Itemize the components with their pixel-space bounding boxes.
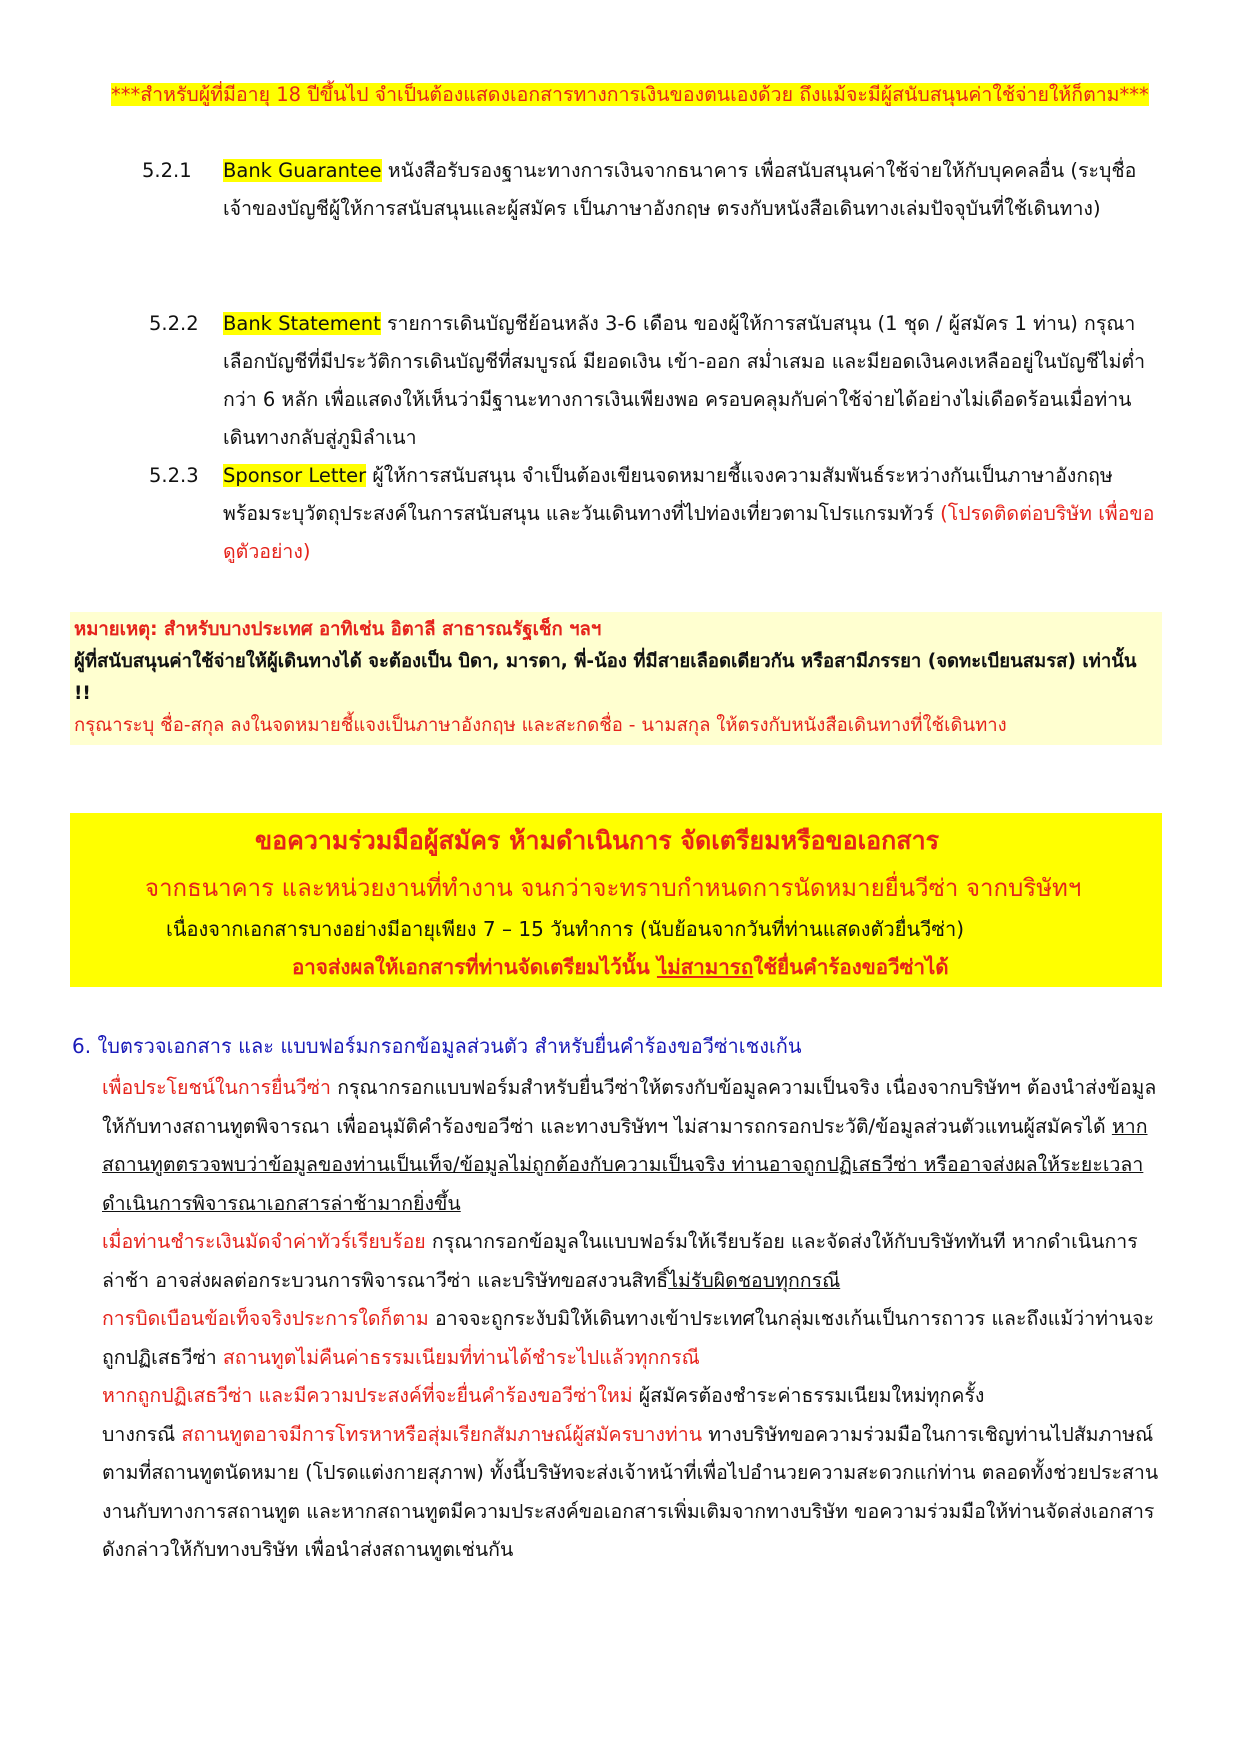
item-text: Bank Statement รายการเดินบัญชีย้อนหลัง 3-6 เดือน ของผู้ให้การสนับสนุน (1 ชุด / ผู้สมัคร 1 ท่าน) กรุณาเลือกบัญชีที่มีประวัติการเดินบัญชีที่สมบูรณ์ มียอดเงิน เข้า-ออก สม่ำเสมอ และมียอดเงินคงเหลืออยู่ในบัญชีไม่ต่ำกว่า 6 หลัก เพื่อแสดงให้เห็นว่ามีฐานะทางการเงินเพียงพอ ครอบคลุมกับค่าใช้จ่ายได้อย่างไม่เดือดร้อนเมื่อท่านเดินทางกลับสู่ภูมิลำเนา: [223, 312, 1146, 449]
paragraph-reapply: หากถูกปฏิเสธวีซ่า และมีความประสงค์ที่จะยื่นคำร้องขอวีซ่าใหม่ ผู้สมัครต้องชำระค่าธรรมเนียมใหม่ทุกครั้ง: [102, 1384, 985, 1407]
remark-title: หมายเหตุ: สำหรับบางประเทศ อาทิเช่น อิตาลี สาธารณรัฐเช็ก ฯลฯ: [74, 619, 602, 640]
warning-line-2: จากธนาคาร และหน่วยงานที่ทำงาน จนกว่าจะทราบกำหนดการนัดหมายยื่นวีซ่า จากบริษัทฯ: [145, 874, 1082, 902]
warning-headline: ขอความร่วมมือผู้สมัคร ห้ามดำเนินการ จัดเตรียมหรือขอเอกสาร: [255, 826, 940, 855]
remark-name-spelling: กรุณาระบุ ชื่อ-สกุล ลงในจดหมายชี้แจงเป็นภาษาอังกฤษ และสะกดชื่อ - นามสกุล ให้ตรงกับหนังสือเดินทางที่ใช้เดินทาง: [74, 715, 1007, 736]
item-text: Bank Guarantee หนังสือรับรองฐานะทางการเงินจากธนาคาร เพื่อสนับสนุนค่าใช้จ่ายให้กับบุคคลอื่น (ระบุชื่อเจ้าของบัญชีผู้ให้การสนับสนุนและผู้สมัคร เป็นภาษาอังกฤษ ตรงกับหนังสือเดินทางเล่มปัจจุบันที่ใช้เดินทาง): [223, 159, 1137, 220]
remark-sponsor-rule: ผู้ที่สนับสนุนค่าใช้จ่ายให้ผู้เดินทางได้ จะต้องเป็น บิดา, มารดา, พี่-น้อง ที่มีสายเลือดเดียวกัน หรือสามีภรรยา (จดทะเบียนสมรส) เท่านั้น !!: [74, 651, 1137, 704]
cooperation-warning-box: [70, 813, 1162, 987]
item-number: 5.2.3: [149, 464, 199, 487]
item-number: 5.2.2: [149, 312, 199, 335]
item-label: Sponsor Letter: [223, 464, 367, 487]
warning-line-4: อาจส่งผลให้เอกสารที่ท่านจัดเตรียมไว้นั้น ไม่สามารถใช้ยื่นคำร้องขอวีซ่าได้: [292, 955, 949, 979]
item-number: 5.2.1: [142, 159, 192, 182]
item-label: Bank Statement: [223, 312, 381, 335]
section-6-heading: 6. ใบตรวจเอกสาร และ แบบฟอร์มกรอกข้อมูลส่วนตัว สำหรับยื่นคำร้องขอวีซ่าเชงเก้น: [72, 1034, 802, 1058]
paragraph-false-info: การบิดเบือนข้อเท็จจริงประการใดก็ตาม อาจจะถูกระงับมิให้เดินทางเข้าประเทศในกลุ่มเชงเก้นเป็นการถาวร และถึงแม้ว่าท่านจะถูกปฏิเสธวีซ่า สถานทูตไม่คืนค่าธรรมเนียมที่ท่านได้ชำระไปแล้วทุกกรณี: [102, 1307, 1155, 1369]
remark-box: [70, 612, 1162, 745]
paragraph-interview: บางกรณี สถานทูตอาจมีการโทรหาหรือสุ่มเรียกสัมภาษณ์ผู้สมัครบางท่าน ทางบริษัทขอความร่วมมือในการเชิญท่านไปสัมภาษณ์ตามที่สถานทูตนัดหมาย (โปรดแต่งกายสุภาพ) ทั้งนี้บริษัทจะส่งเจ้าหน้าที่เพื่อไปอำนวยความสะดวกแก่ท่าน ตลอดทั้งช่วยประสานงานกับทางการสถานทูต และหากสถานทูตมีความประสงค์ขอเอกสารเพิ่มเติมจากทางบริษัท ขอความร่วมมือให้ท่านจัดส่งเอกสารดังกล่าวให้กับทางบริษัท เพื่อนำส่งสถานทูตเช่นกัน: [102, 1422, 1159, 1561]
age-requirement-note: ***สำหรับผู้ที่มีอายุ 18 ปีขึ้นไป จำเป็นต้องแสดงเอกสารทางการเงินของตนเองด้วย ถึงแม้จะมีผู้สนับสนุนค่าใช้จ่ายให้ก็ตาม***: [111, 83, 1149, 106]
paragraph-visa-benefit: เพื่อประโยชน์ในการยื่นวีซ่า กรุณากรอกแบบฟอร์มสำหรับยื่นวีซ่าให้ตรงกับข้อมูลความเป็นจริง เนื่องจากบริษัทฯ ต้องนำส่งข้อมูลให้กับทางสถานทูตพิจารณา เพื่ออนุมัติคำร้องขอวีซ่า และทางบริษัทฯ ไม่สามารถกรอกประวัติ/ข้อมูลส่วนตัวแทนผู้สมัครได้ หากสถานทูตตรวจพบว่าข้อมูลของท่านเป็นเท็จ/ข้อมูลไม่ถูกต้องกับความเป็นจริง ท่านอาจถูกปฏิเสธวีซ่า หรืออาจส่งผลให้ระยะเวลาดำเนินการพิจารณาเอกสารล่าช้ามากยิ่งขึ้น: [102, 1076, 1157, 1215]
warning-line-3: เนื่องจากเอกสารบางอย่างมีอายุเพียง 7 – 15 วันทำการ (นับย้อนจากวันที่ท่านแสดงตัวยื่นวีซ่า): [166, 917, 965, 941]
item-label: Bank Guarantee: [223, 159, 382, 182]
paragraph-deposit: เมื่อท่านชำระเงินมัดจำค่าทัวร์เรียบร้อย กรุณากรอกข้อมูลในแบบฟอร์มให้เรียบร้อย และจัดส่งให้กับบริษัททันที หากดำเนินการล่าช้า อาจส่งผลต่อกระบวนการพิจารณาวีซ่า และบริษัทขอสงวนสิทธิ์ไม่รับผิดชอบทุกกรณี: [102, 1230, 1138, 1292]
item-text: Sponsor Letter ผู้ให้การสนับสนุน จำเป็นต้องเขียนจดหมายชี้แจงความสัมพันธ์ระหว่างกันเป็นภาษาอังกฤษ พร้อมระบุวัตถุประสงค์ในการสนับสนุน และวันเดินทางที่ไปท่องเที่ยวตามโปรแกรมทัวร์ (โปรดติดต่อบริษัท เพื่อขอดูตัวอย่าง): [223, 464, 1155, 563]
contact-company-note: (โปรดติดต่อบริษัท เพื่อขอดูตัวอย่าง): [223, 502, 1155, 563]
section-6-body: [72, 1069, 1162, 1570]
